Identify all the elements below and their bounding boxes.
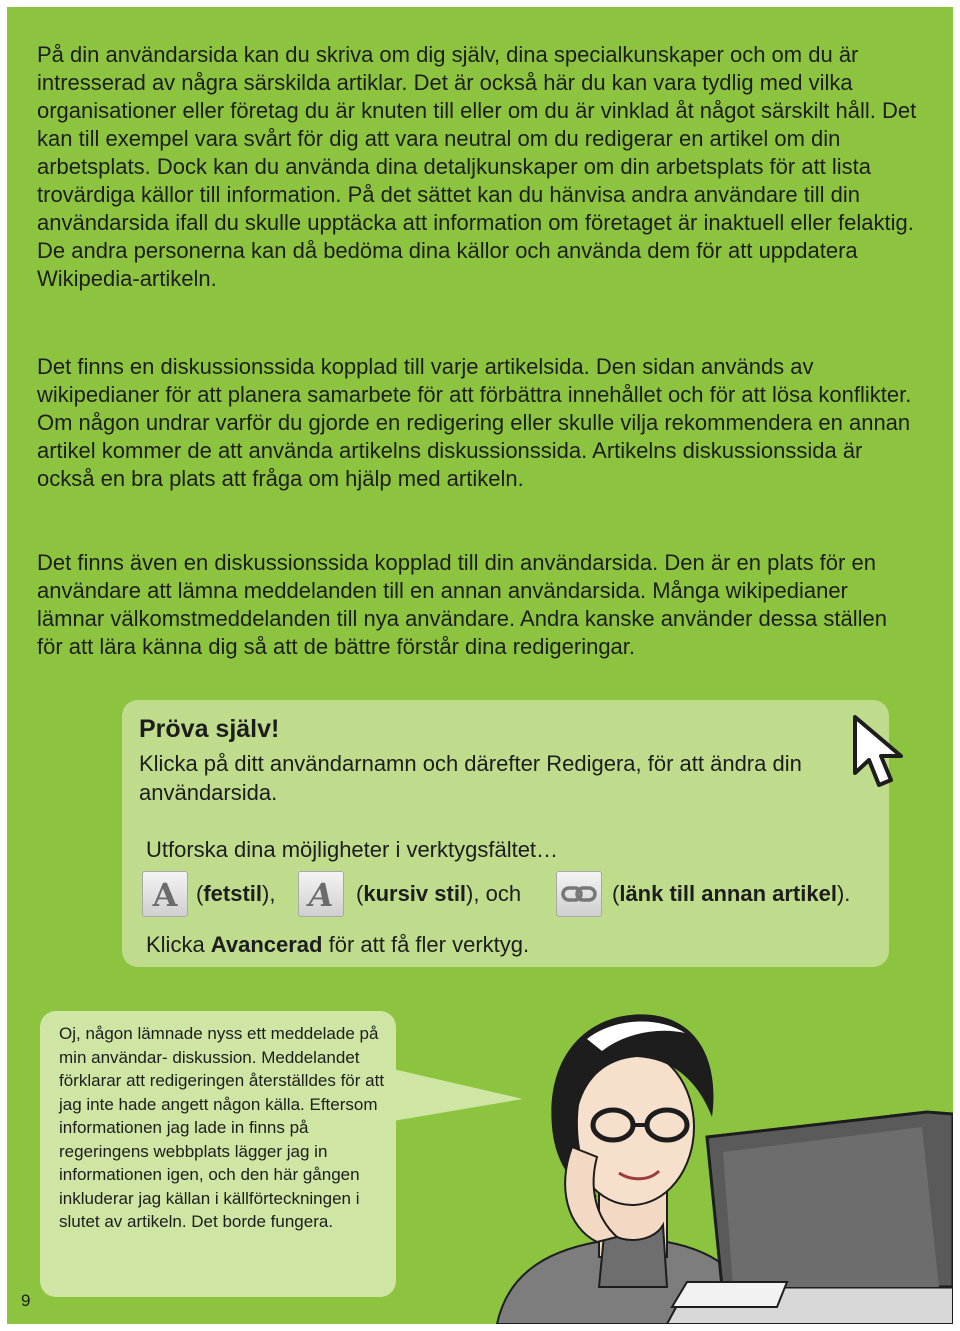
italic-button-icon: A xyxy=(298,871,344,917)
toolbar-buttons-row xyxy=(140,867,885,921)
mouse-pointer-icon xyxy=(845,707,925,797)
paragraph-user-talk-page: Det finns även en diskussionssida kopplad till din användarsida. Den är en plats för en användare att lämna meddelanden till en annan användarsida. Många wikipedianer lämnar välkomstmeddelanden till nya användare. Andra kanske använder dessa ställen för att lära känna dig så att de bättre förstår dina redigeringar. xyxy=(37,550,887,659)
italic-label: (kursiv stil), och xyxy=(356,881,522,906)
woman-at-computer-illustration xyxy=(367,987,953,1324)
try-it-instruction: Klicka på ditt användarnamn och därefter Redigera, för att ändra din användarsida. xyxy=(139,751,802,805)
bold-label: (fetstil), xyxy=(196,881,276,906)
page xyxy=(7,7,953,1324)
try-it-box xyxy=(122,700,889,967)
link-label: (länk till annan artikel). xyxy=(612,881,851,906)
advanced-instruction: Klicka Avancerad för att få fler verktyg. xyxy=(146,932,530,957)
speech-bubble xyxy=(40,1011,396,1297)
page-number: 9 xyxy=(21,1291,31,1310)
speech-bubble-text: Oj, någon lämnade nyss ett meddelade på min användar- diskussion. Meddelandet förklarar att redigeringen återställdes för att jag inte hade angett någon källa. Eftersom informationen jag lade in finns på regeringens webbplats lägger jag in informationen igen, och den här gången inkluderar jag källan i källförteckningen i slutet av artikeln. Det borde fungera. xyxy=(59,1024,385,1231)
bold-button-icon: A xyxy=(142,871,188,917)
try-it-title: Pröva själv! xyxy=(139,715,280,743)
paragraph-talk-page: Det finns en diskussionssida kopplad till varje artikelsida. Den sidan används av wikipedianer för att planera samarbete för att förbättra innehållet och för att lösa konflikter. Om någon undrar varför du gjorde en redigering eller skulle vilja rekommendera en annan artikel kommer de att använda artikelns diskussionssida. Artikelns diskussionssida är också en bra plats att fråga om hjälp med artikeln. xyxy=(37,354,912,491)
paragraph-user-page: På din användarsida kan du skriva om dig själv, dina specialkunskaper och om du är intresserad av några särskilda artiklar. Det är också här du kan vara tydlig med vilka organisationer eller företag du är knuten till eller om du är vinklad åt något särskilt håll. Det kan till exempel vara svårt för dig att vara neutral om du redigerar en artikel om din arbetsplats. Dock kan du använda dina detaljkunskaper om din arbetsplats för att lista trovärdiga källor till information. På det sättet kan du hänvisa andra användare till din användarsida ifall du skulle upptäcka att information om företaget är inaktuell eller felaktig. De andra personerna kan då bedöma dina källor och använda dem för att uppdatera Wikipedia-artikeln. xyxy=(37,42,917,291)
toolbar-explore-text: Utforska dina möjligheter i verktygsfältet… xyxy=(146,837,559,862)
link-chain-icon xyxy=(556,871,602,917)
